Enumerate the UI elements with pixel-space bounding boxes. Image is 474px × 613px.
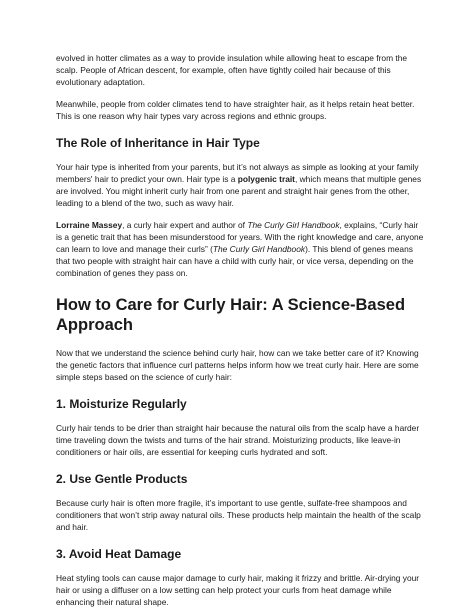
paragraph-inheritance xyxy=(56,161,426,209)
heading-care-curly-hair: How to Care for Curly Hair: A Science-Based Approach xyxy=(56,296,406,334)
bold-name-lorraine-massey: Lorraine Massey xyxy=(56,220,123,230)
paragraph-heat-damage: Heat styling tools can cause major damage to curly hair, making it frizzy and brittle. Air-drying your hair or using a diffuser on a low setting can help protect your curls from heat damage while enhancing their natural shape. xyxy=(56,573,420,607)
text-segment: Your hair type is inherited from your parents, but it’s not always as simple as looking at your family members' hair to predict your own. Hair type is a xyxy=(56,162,419,184)
text-segment: , explains, “Curly hair is a genetic trait that has been misunderstood for years. With the right knowledge and care, anyone can learn to love and manage their curls” ( xyxy=(56,220,424,254)
text-segment: , which means that multiple genes are involved. You might inherit curly hair from one parent and straight hair genes from the other, leading to a blend of the two, such as wavy hair. xyxy=(56,174,422,208)
paragraph-moisturize: Curly hair tends to be drier than straight hair because the natural oils from the scalp have a harder time traveling down the twists and turns of the hair strand. Moisturizing products, like leave-in conditioners or hair oils, are essential for keeping curls hydrated and soft. xyxy=(56,423,420,457)
text-segment: ). This blend of genes means that two people with straight hair can have a child with curly hair, or vice versa, depending on the combination of genes they pass on. xyxy=(56,244,414,278)
text-segment: , a curly hair expert and author of xyxy=(122,220,248,230)
paragraph-care-intro: Now that we understand the science behind curly hair, how can we take better care of it? Knowing the genetic factors that influence curl patterns helps inform how we treat curly hair. Here are some simple steps based on the science of curly hair: xyxy=(56,348,419,382)
heading-step-moisturize: 1. Moisturize Regularly xyxy=(56,397,187,411)
paragraph-gentle-products: Because curly hair is often more fragile, it’s important to use gentle, sulfate-free shampoos and conditioners that won’t strip away natural oils. These products help maintain the health of the scalp and hair. xyxy=(56,498,421,532)
heading-step-heat-damage: 3. Avoid Heat Damage xyxy=(56,547,182,561)
paragraph-colder-climates: Meanwhile, people from colder climates tend to have straighter hair, as it helps retain heat better. This is one reason why hair types vary across regions and ethnic groups. xyxy=(56,99,415,121)
heading-inheritance: The Role of Inheritance in Hair Type xyxy=(56,136,260,150)
book-title: The Curly Girl Handbook xyxy=(247,220,340,230)
book-title: The Curly Girl Handbook xyxy=(212,244,306,254)
paragraph-lorraine-massey xyxy=(56,219,426,279)
heading-step-gentle-products: 2. Use Gentle Products xyxy=(56,472,188,486)
bold-term-polygenic: polygenic trait xyxy=(237,174,295,184)
paragraph-evolution: evolved in hotter climates as a way to provide insulation while allowing heat to escape from the scalp. People of African descent, for example, often have tightly coiled hair because of this evolutionary adaptation. xyxy=(56,53,408,87)
